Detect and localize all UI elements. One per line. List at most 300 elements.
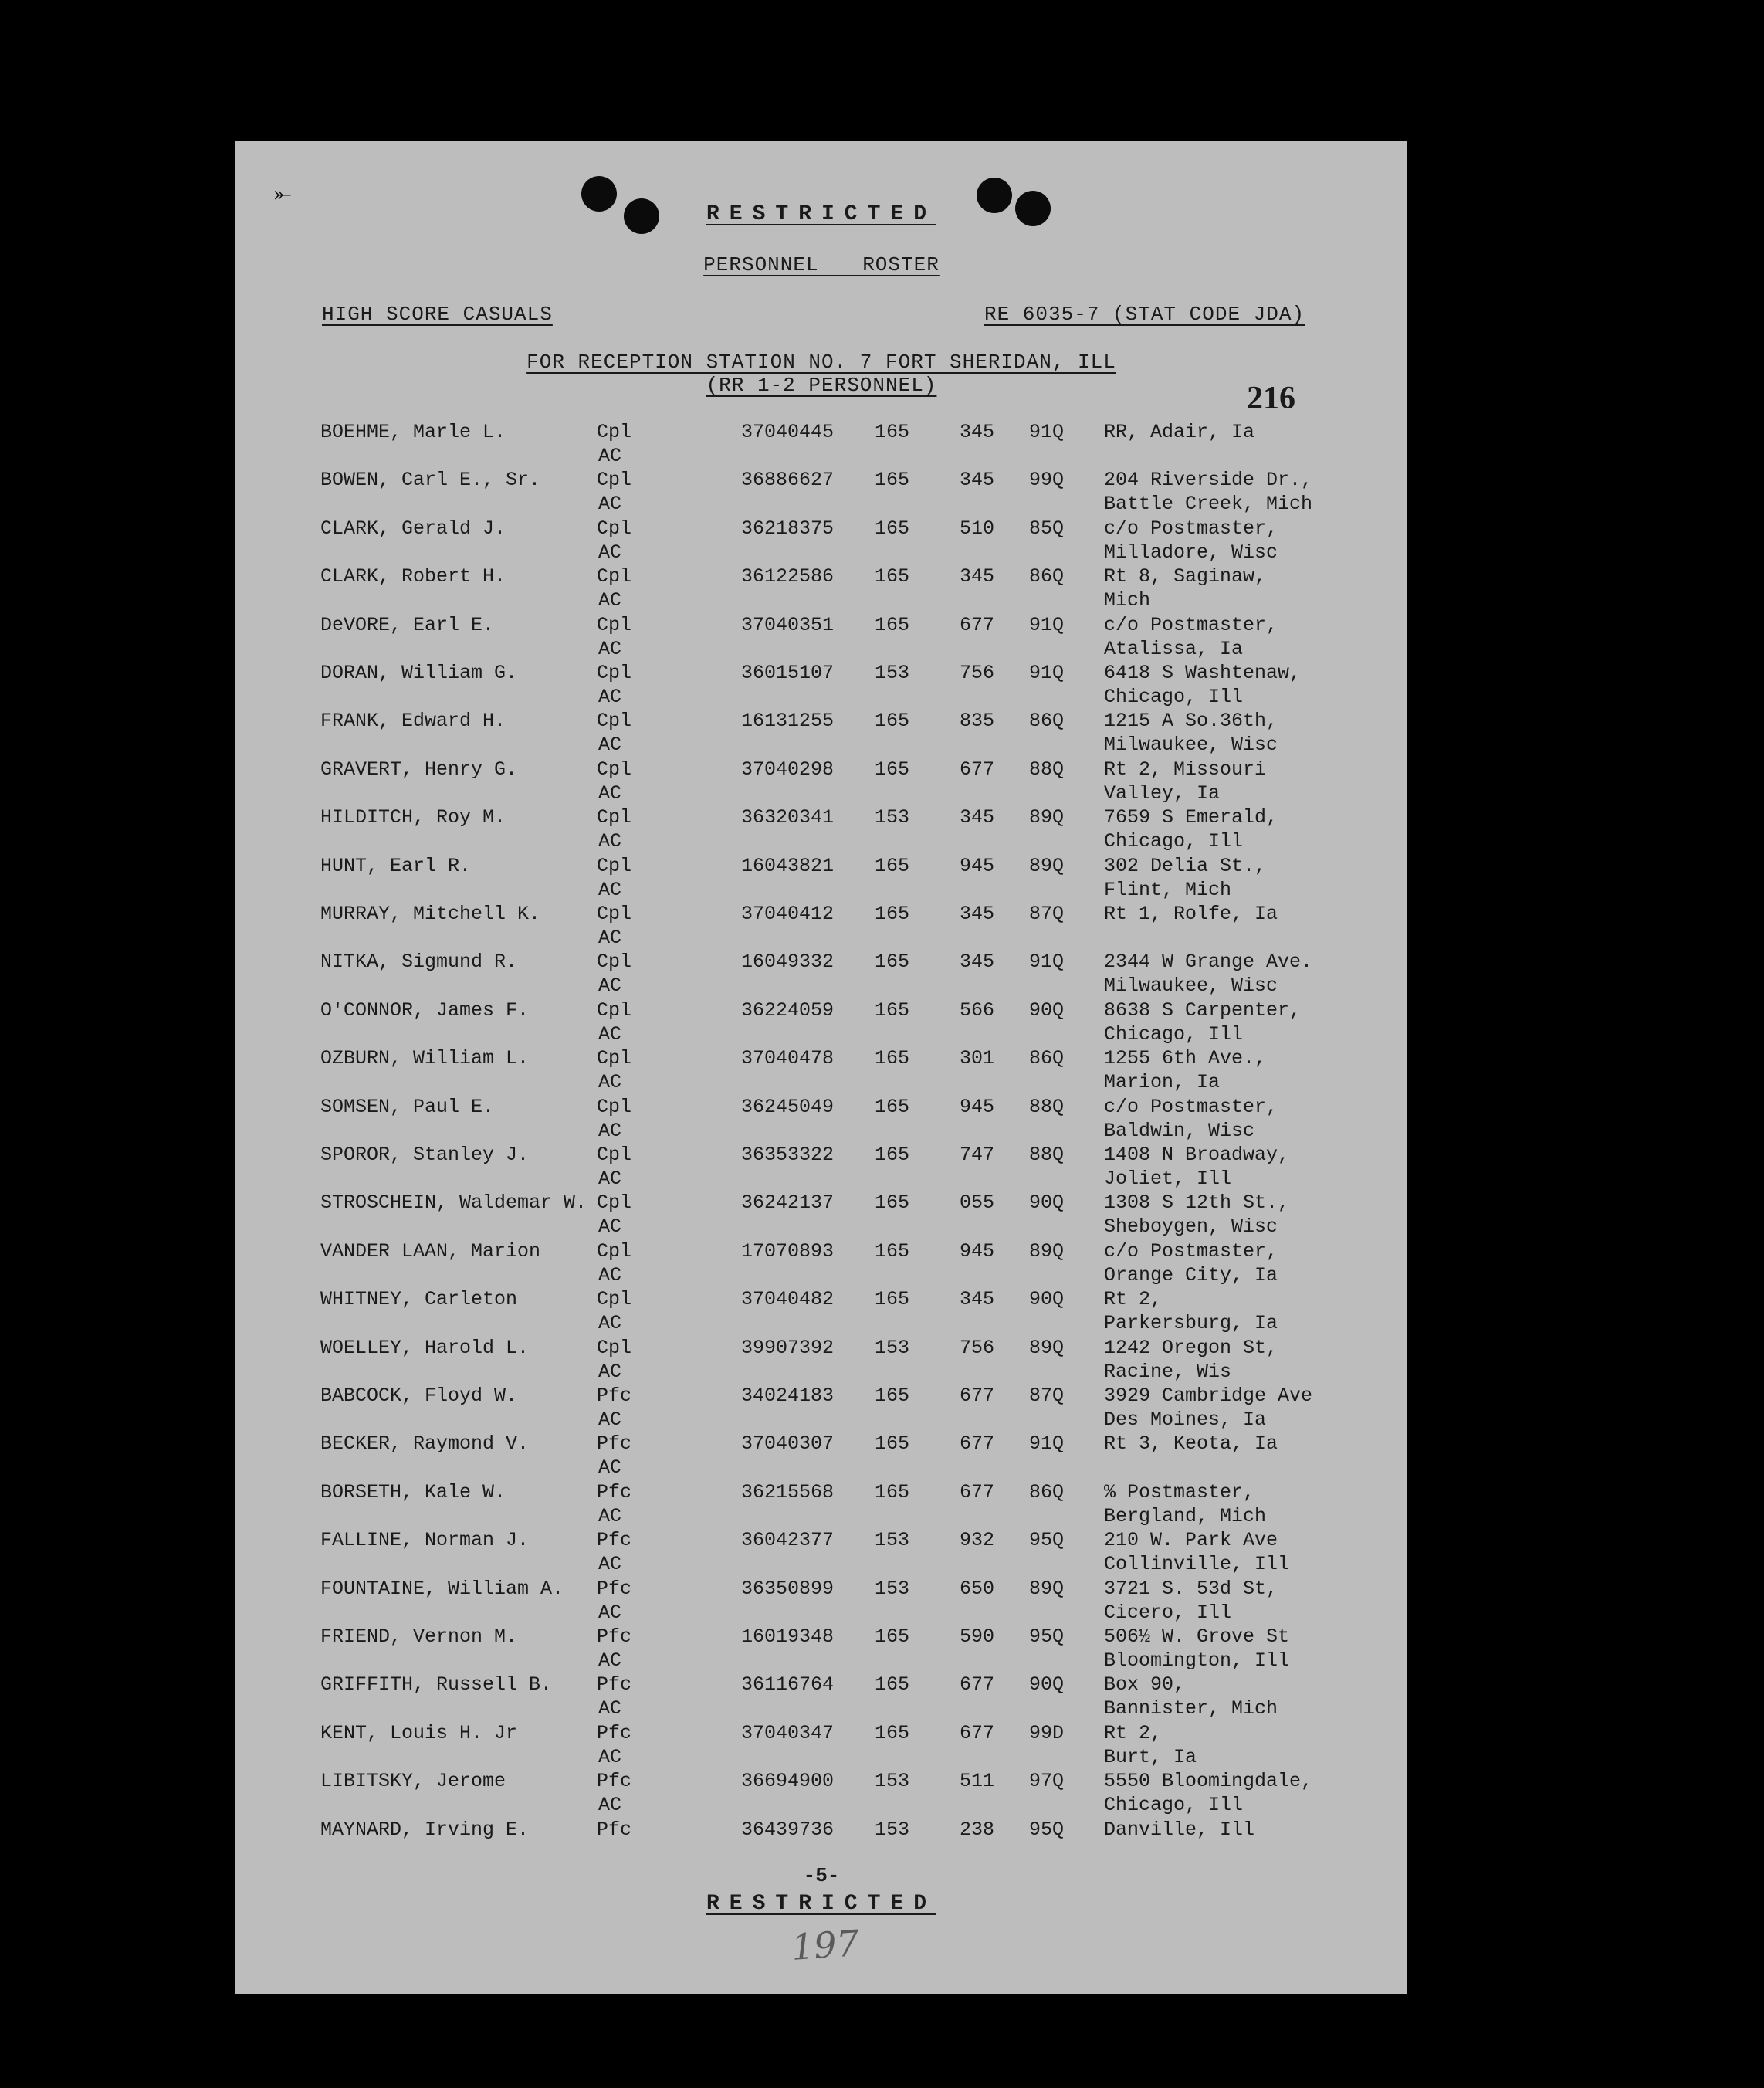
score-cell: 87Q (1029, 1385, 1065, 1407)
rank-cell: Cpl (597, 1047, 632, 1070)
score-cell: 85Q (1029, 517, 1065, 540)
table-row (235, 1144, 1407, 1191)
score-cell: 87Q (1029, 903, 1065, 925)
name-cell: HUNT, Earl R. (320, 854, 472, 877)
branch-cell: AC (598, 1360, 622, 1383)
code-b-cell: 238 (960, 1818, 995, 1841)
branch-cell: AC (598, 589, 622, 612)
table-row (235, 517, 1407, 565)
serial-number-cell: 36224059 (741, 998, 835, 1022)
code-a-cell: 165 (875, 517, 910, 540)
branch-cell: AC (598, 975, 622, 998)
code-b-cell: 756 (960, 662, 995, 684)
code-a-cell: 165 (875, 469, 910, 492)
address-line1-cell: RR, Adair, Ia (1104, 421, 1255, 443)
branch-cell: AC (598, 830, 622, 853)
footer-classification: RESTRICTED (706, 1892, 937, 1916)
score-cell: 86Q (1029, 1047, 1065, 1070)
table-row (235, 1337, 1407, 1385)
code-b-cell: 055 (960, 1191, 995, 1215)
code-a-cell: 165 (875, 1047, 910, 1070)
name-cell: BORSETH, Kale W. (320, 1480, 506, 1503)
code-b-cell: 345 (960, 903, 995, 925)
address-line2-cell: Milwaukee, Wisc (1104, 734, 1278, 757)
serial-number-cell: 37040478 (741, 1047, 835, 1070)
serial-number-cell: 36245049 (741, 1095, 835, 1118)
address-line1-cell: 7659 S Emerald, (1104, 806, 1278, 829)
code-b-cell: 345 (960, 806, 995, 829)
handwritten-number: 197 (790, 1922, 861, 1968)
personnel-line: (RR 1-2 PERSONNEL) (706, 374, 937, 397)
table-row (235, 855, 1407, 903)
rank-cell: Cpl (597, 469, 632, 492)
table-row (235, 1529, 1407, 1577)
code-b-cell: 747 (960, 1144, 995, 1166)
address-line1-cell: 1242 Oregon St, (1104, 1336, 1278, 1359)
serial-number-cell: 36218375 (741, 517, 835, 540)
branch-cell: AC (598, 734, 622, 757)
table-row (235, 903, 1407, 951)
code-a-cell: 153 (875, 1336, 910, 1359)
name-cell: LIBITSKY, Jerome (320, 1770, 506, 1793)
branch-cell: AC (598, 493, 622, 516)
code-b-cell: 345 (960, 469, 995, 492)
score-cell: 86Q (1029, 1480, 1065, 1503)
code-b-cell: 945 (960, 1239, 995, 1263)
address-line1-cell: 8638 S Carpenter, (1104, 998, 1302, 1022)
name-cell: CLARK, Gerald J. (320, 517, 506, 540)
branch-cell: AC (598, 1168, 622, 1190)
rank-cell: Pfc (597, 1770, 632, 1793)
serial-number-cell: 36215568 (741, 1480, 835, 1503)
code-a-cell: 165 (875, 613, 910, 636)
address-line2-cell: Chicago, Ill (1104, 686, 1244, 708)
code-a-cell: 165 (875, 1288, 910, 1311)
score-cell: 86Q (1029, 565, 1065, 588)
branch-cell: AC (598, 1215, 622, 1239)
name-cell: BOEHME, Marle L. (320, 421, 506, 443)
serial-number-cell: 36122586 (741, 565, 835, 588)
branch-cell: AC (598, 1745, 622, 1768)
code-a-cell: 165 (875, 1480, 910, 1503)
address-line2-cell: Parkersburg, Ia (1104, 1312, 1278, 1335)
address-line2-cell: Chicago, Ill (1104, 1794, 1244, 1817)
rank-cell: Cpl (597, 613, 632, 636)
serial-number-cell: 17070893 (741, 1239, 835, 1263)
code-b-cell: 511 (960, 1770, 995, 1793)
code-b-cell: 345 (960, 421, 995, 443)
table-row (235, 758, 1407, 806)
name-cell: KENT, Louis H. Jr (320, 1721, 518, 1744)
address-line2-cell: Burt, Ia (1104, 1745, 1197, 1768)
serial-number-cell: 37040307 (741, 1432, 835, 1456)
address-line2-cell: Atalissa, Ia (1104, 637, 1244, 660)
name-cell: VANDER LAAN, Marion (320, 1239, 541, 1263)
score-cell: 90Q (1029, 1673, 1065, 1696)
score-cell: 89Q (1029, 1239, 1065, 1263)
score-cell: 89Q (1029, 854, 1065, 877)
code-a-cell: 153 (875, 806, 910, 829)
score-cell: 95Q (1029, 1818, 1065, 1841)
name-cell: NITKA, Sigmund R. (320, 951, 518, 974)
name-cell: MAYNARD, Irving E. (320, 1818, 530, 1841)
document-page (235, 141, 1407, 1994)
name-cell: GRAVERT, Henry G. (320, 758, 518, 781)
branch-cell: AC (598, 1553, 622, 1576)
code-a-cell: 165 (875, 565, 910, 588)
serial-number-cell: 37040347 (741, 1721, 835, 1744)
name-cell: GRIFFITH, Russell B. (320, 1673, 553, 1696)
code-a-cell: 153 (875, 1818, 910, 1841)
address-line1-cell: 3929 Cambridge Ave (1104, 1385, 1313, 1407)
name-cell: STROSCHEIN, Waldemar W. (320, 1191, 587, 1215)
stray-mark: ⤜ (274, 184, 292, 208)
table-row (235, 999, 1407, 1047)
address-line2-cell: Chicago, Ill (1104, 1022, 1244, 1046)
branch-cell: AC (598, 541, 622, 564)
code-b-cell: 945 (960, 854, 995, 877)
table-row (235, 1096, 1407, 1144)
address-line2-cell: Collinville, Ill (1104, 1553, 1290, 1576)
table-row (235, 1625, 1407, 1673)
code-a-cell: 165 (875, 1721, 910, 1744)
serial-number-cell: 36350899 (741, 1577, 835, 1600)
name-cell: DeVORE, Earl E. (320, 613, 495, 636)
score-cell: 91Q (1029, 662, 1065, 684)
serial-number-cell: 36320341 (741, 806, 835, 829)
table-row (235, 806, 1407, 854)
page-stamp: 216 (1247, 381, 1295, 416)
address-line2-cell: Bergland, Mich (1104, 1504, 1267, 1527)
name-cell: BOWEN, Carl E., Sr. (320, 469, 541, 492)
rank-cell: Pfc (597, 1577, 632, 1600)
table-row (235, 1240, 1407, 1288)
rank-cell: Pfc (597, 1721, 632, 1744)
serial-number-cell: 36042377 (741, 1529, 835, 1552)
serial-number-cell: 34024183 (741, 1385, 835, 1407)
score-cell: 97Q (1029, 1770, 1065, 1793)
code-a-cell: 165 (875, 1095, 910, 1118)
table-row (235, 1673, 1407, 1721)
code-a-cell: 165 (875, 903, 910, 925)
serial-number-cell: 36015107 (741, 662, 835, 684)
code-a-cell: 165 (875, 998, 910, 1022)
serial-number-cell: 37040482 (741, 1288, 835, 1311)
score-cell: 91Q (1029, 951, 1065, 974)
name-cell: WOELLEY, Harold L. (320, 1336, 530, 1359)
serial-number-cell: 16043821 (741, 854, 835, 877)
rank-cell: Pfc (597, 1529, 632, 1552)
branch-cell: AC (598, 878, 622, 901)
branch-cell: AC (598, 927, 622, 949)
table-row (235, 1288, 1407, 1336)
address-line2-cell: Milwaukee, Wisc (1104, 975, 1278, 998)
branch-cell: AC (598, 1119, 622, 1142)
rank-cell: Pfc (597, 1625, 632, 1648)
address-line2-cell: Des Moines, Ia (1104, 1408, 1267, 1431)
serial-number-cell: 36242137 (741, 1191, 835, 1215)
address-line1-cell: c/o Postmaster, (1104, 517, 1278, 540)
code-b-cell: 756 (960, 1336, 995, 1359)
score-cell: 88Q (1029, 1095, 1065, 1118)
address-line2-cell: Racine, Wis (1104, 1360, 1232, 1383)
score-cell: 89Q (1029, 1336, 1065, 1359)
address-line2-cell: Battle Creek, Mich (1104, 493, 1313, 516)
code-b-cell: 835 (960, 710, 995, 733)
table-row (235, 1722, 1407, 1770)
serial-number-cell: 36886627 (741, 469, 835, 492)
code-b-cell: 677 (960, 1432, 995, 1456)
address-line2-cell: Mich (1104, 589, 1151, 612)
score-cell: 90Q (1029, 1191, 1065, 1215)
score-cell: 91Q (1029, 613, 1065, 636)
score-cell: 99Q (1029, 469, 1065, 492)
address-line2-cell: Flint, Mich (1104, 878, 1232, 901)
name-cell: FOUNTAINE, William A. (320, 1577, 564, 1600)
address-line1-cell: 204 Riverside Dr., (1104, 469, 1313, 492)
branch-cell: AC (598, 1794, 622, 1817)
code-b-cell: 345 (960, 951, 995, 974)
code-b-cell: 345 (960, 565, 995, 588)
serial-number-cell: 37040412 (741, 903, 835, 925)
table-row (235, 421, 1407, 469)
code-a-cell: 165 (875, 758, 910, 781)
code-b-cell: 345 (960, 1288, 995, 1311)
address-line2-cell: Marion, Ia (1104, 1071, 1221, 1094)
stat-code: RE 6035-7 (STAT CODE JDA) (984, 303, 1305, 326)
address-line1-cell: 302 Delia St., (1104, 854, 1267, 877)
branch-cell: AC (598, 445, 622, 467)
address-line2-cell: Orange City, Ia (1104, 1263, 1278, 1286)
address-line2-cell: Milladore, Wisc (1104, 541, 1278, 564)
rank-cell: Pfc (597, 1480, 632, 1503)
score-cell: 86Q (1029, 710, 1065, 733)
serial-number-cell: 16019348 (741, 1625, 835, 1648)
rank-cell: Pfc (597, 1673, 632, 1696)
code-b-cell: 932 (960, 1529, 995, 1552)
address-line2-cell: Valley, Ia (1104, 781, 1221, 805)
address-line1-cell: Rt 2, (1104, 1288, 1163, 1311)
code-b-cell: 301 (960, 1047, 995, 1070)
rank-cell: Cpl (597, 1095, 632, 1118)
rank-cell: Cpl (597, 758, 632, 781)
address-line2-cell: Joliet, Ill (1104, 1168, 1232, 1190)
address-line1-cell: 1308 S 12th St., (1104, 1191, 1290, 1215)
branch-cell: AC (598, 686, 622, 708)
table-row (235, 1819, 1407, 1866)
score-cell: 89Q (1029, 806, 1065, 829)
code-b-cell: 677 (960, 1480, 995, 1503)
address-line1-cell: 1215 A So.36th, (1104, 710, 1278, 733)
branch-cell: AC (598, 1263, 622, 1286)
code-b-cell: 677 (960, 613, 995, 636)
code-a-cell: 165 (875, 1191, 910, 1215)
rank-cell: Cpl (597, 1191, 632, 1215)
rank-cell: Cpl (597, 1239, 632, 1263)
code-a-cell: 165 (875, 1385, 910, 1407)
address-line1-cell: Rt 8, Saginaw, (1104, 565, 1267, 588)
name-cell: BECKER, Raymond V. (320, 1432, 530, 1456)
branch-cell: AC (598, 1022, 622, 1046)
branch-cell: AC (598, 1649, 622, 1672)
name-cell: CLARK, Robert H. (320, 565, 506, 588)
code-b-cell: 566 (960, 998, 995, 1022)
address-line1-cell: 210 W. Park Ave (1104, 1529, 1278, 1552)
code-a-cell: 165 (875, 1239, 910, 1263)
rank-cell: Cpl (597, 1144, 632, 1166)
address-line1-cell: 5550 Bloomingdale, (1104, 1770, 1313, 1793)
serial-number-cell: 36353322 (741, 1144, 835, 1166)
station-line: FOR RECEPTION STATION NO. 7 FORT SHERIDAN, ILL (526, 351, 1116, 374)
name-cell: BABCOCK, Floyd W. (320, 1385, 518, 1407)
code-a-cell: 165 (875, 710, 910, 733)
code-a-cell: 165 (875, 951, 910, 974)
address-line1-cell: 506½ W. Grove St (1104, 1625, 1290, 1648)
code-b-cell: 677 (960, 1673, 995, 1696)
score-cell: 89Q (1029, 1577, 1065, 1600)
code-a-cell: 165 (875, 1432, 910, 1456)
serial-number-cell: 37040298 (741, 758, 835, 781)
name-cell: HILDITCH, Roy M. (320, 806, 506, 829)
code-a-cell: 153 (875, 1770, 910, 1793)
branch-cell: AC (598, 1456, 622, 1480)
address-line2-cell: Sheboygen, Wisc (1104, 1215, 1278, 1239)
serial-number-cell: 16131255 (741, 710, 835, 733)
table-row (235, 1578, 1407, 1625)
rank-cell: Pfc (597, 1818, 632, 1841)
address-line1-cell: c/o Postmaster, (1104, 1095, 1278, 1118)
rank-cell: Cpl (597, 854, 632, 877)
score-cell: 90Q (1029, 998, 1065, 1022)
table-row (235, 1047, 1407, 1095)
serial-number-cell: 16049332 (741, 951, 835, 974)
table-row (235, 1770, 1407, 1818)
address-line1-cell: 6418 S Washtenaw, (1104, 662, 1302, 684)
name-cell: SOMSEN, Paul E. (320, 1095, 495, 1118)
serial-number-cell: 37040445 (741, 421, 835, 443)
code-a-cell: 165 (875, 421, 910, 443)
table-row (235, 469, 1407, 517)
page-number: -5- (803, 1864, 840, 1887)
table-row (235, 1432, 1407, 1480)
address-line1-cell: Rt 2, Missouri (1104, 758, 1267, 781)
code-a-cell: 153 (875, 1577, 910, 1600)
address-line1-cell: 1408 N Broadway, (1104, 1144, 1290, 1166)
address-line2-cell: Bannister, Mich (1104, 1697, 1278, 1720)
address-line1-cell: Rt 2, (1104, 1721, 1163, 1744)
address-line1-cell: Rt 3, Keota, Ia (1104, 1432, 1278, 1456)
table-row (235, 565, 1407, 613)
header-subtitle: PERSONNEL ROSTER (703, 253, 940, 276)
branch-cell: AC (598, 1071, 622, 1094)
name-cell: FALLINE, Norman J. (320, 1529, 530, 1552)
rank-cell: Cpl (597, 951, 632, 974)
name-cell: WHITNEY, Carleton (320, 1288, 518, 1311)
branch-cell: AC (598, 1601, 622, 1624)
serial-number-cell: 36116764 (741, 1673, 835, 1696)
header-classification: RESTRICTED (706, 202, 937, 226)
score-cell: 95Q (1029, 1625, 1065, 1648)
code-b-cell: 945 (960, 1095, 995, 1118)
name-cell: FRIEND, Vernon M. (320, 1625, 518, 1648)
code-b-cell: 677 (960, 758, 995, 781)
serial-number-cell: 37040351 (741, 613, 835, 636)
rank-cell: Cpl (597, 710, 632, 733)
address-line2-cell: Bloomington, Ill (1104, 1649, 1290, 1672)
table-row (235, 951, 1407, 998)
rank-cell: Cpl (597, 998, 632, 1022)
rank-cell: Cpl (597, 806, 632, 829)
rank-cell: Pfc (597, 1432, 632, 1456)
rank-cell: Cpl (597, 517, 632, 540)
name-cell: MURRAY, Mitchell K. (320, 903, 541, 925)
branch-cell: AC (598, 637, 622, 660)
code-a-cell: 165 (875, 854, 910, 877)
address-line1-cell: 2344 W Grange Ave. (1104, 951, 1313, 974)
address-line1-cell: Box 90, (1104, 1673, 1186, 1696)
name-cell: DORAN, William G. (320, 662, 518, 684)
table-row (235, 1481, 1407, 1529)
rank-cell: Pfc (597, 1385, 632, 1407)
serial-number-cell: 39907392 (741, 1336, 835, 1359)
branch-cell: AC (598, 1312, 622, 1335)
score-cell: 88Q (1029, 758, 1065, 781)
address-line1-cell: 3721 S. 53d St, (1104, 1577, 1278, 1600)
code-b-cell: 590 (960, 1625, 995, 1648)
branch-cell: AC (598, 1504, 622, 1527)
table-row (235, 710, 1407, 758)
address-line1-cell: 1255 6th Ave., (1104, 1047, 1267, 1070)
score-cell: 90Q (1029, 1288, 1065, 1311)
rank-cell: Cpl (597, 421, 632, 443)
address-line1-cell: c/o Postmaster, (1104, 613, 1278, 636)
serial-number-cell: 36694900 (741, 1770, 835, 1793)
rank-cell: Cpl (597, 1336, 632, 1359)
score-cell: 91Q (1029, 1432, 1065, 1456)
rank-cell: Cpl (597, 565, 632, 588)
rank-cell: Cpl (597, 662, 632, 684)
code-a-cell: 165 (875, 1144, 910, 1166)
table-row (235, 614, 1407, 662)
address-line2-cell: Cicero, Ill (1104, 1601, 1232, 1624)
address-line1-cell: Rt 1, Rolfe, Ia (1104, 903, 1278, 925)
rank-cell: Cpl (597, 903, 632, 925)
name-cell: OZBURN, William L. (320, 1047, 530, 1070)
table-row (235, 662, 1407, 710)
address-line1-cell: Danville, Ill (1104, 1818, 1255, 1841)
name-cell: O'CONNOR, James F. (320, 998, 530, 1022)
code-a-cell: 153 (875, 1529, 910, 1552)
rank-cell: Cpl (597, 1288, 632, 1311)
branch-cell: AC (598, 1408, 622, 1431)
name-cell: SPOROR, Stanley J. (320, 1144, 530, 1166)
code-a-cell: 153 (875, 662, 910, 684)
code-b-cell: 677 (960, 1385, 995, 1407)
branch-cell: AC (598, 781, 622, 805)
code-a-cell: 165 (875, 1625, 910, 1648)
score-cell: 95Q (1029, 1529, 1065, 1552)
name-cell: FRANK, Edward H. (320, 710, 506, 733)
address-line2-cell: Baldwin, Wisc (1104, 1119, 1255, 1142)
roster-title: HIGH SCORE CASUALS (322, 303, 553, 326)
serial-number-cell: 36439736 (741, 1818, 835, 1841)
code-b-cell: 677 (960, 1721, 995, 1744)
table-row (235, 1385, 1407, 1432)
code-b-cell: 650 (960, 1577, 995, 1600)
address-line1-cell: c/o Postmaster, (1104, 1239, 1278, 1263)
address-line1-cell: % Postmaster, (1104, 1480, 1255, 1503)
code-b-cell: 510 (960, 517, 995, 540)
